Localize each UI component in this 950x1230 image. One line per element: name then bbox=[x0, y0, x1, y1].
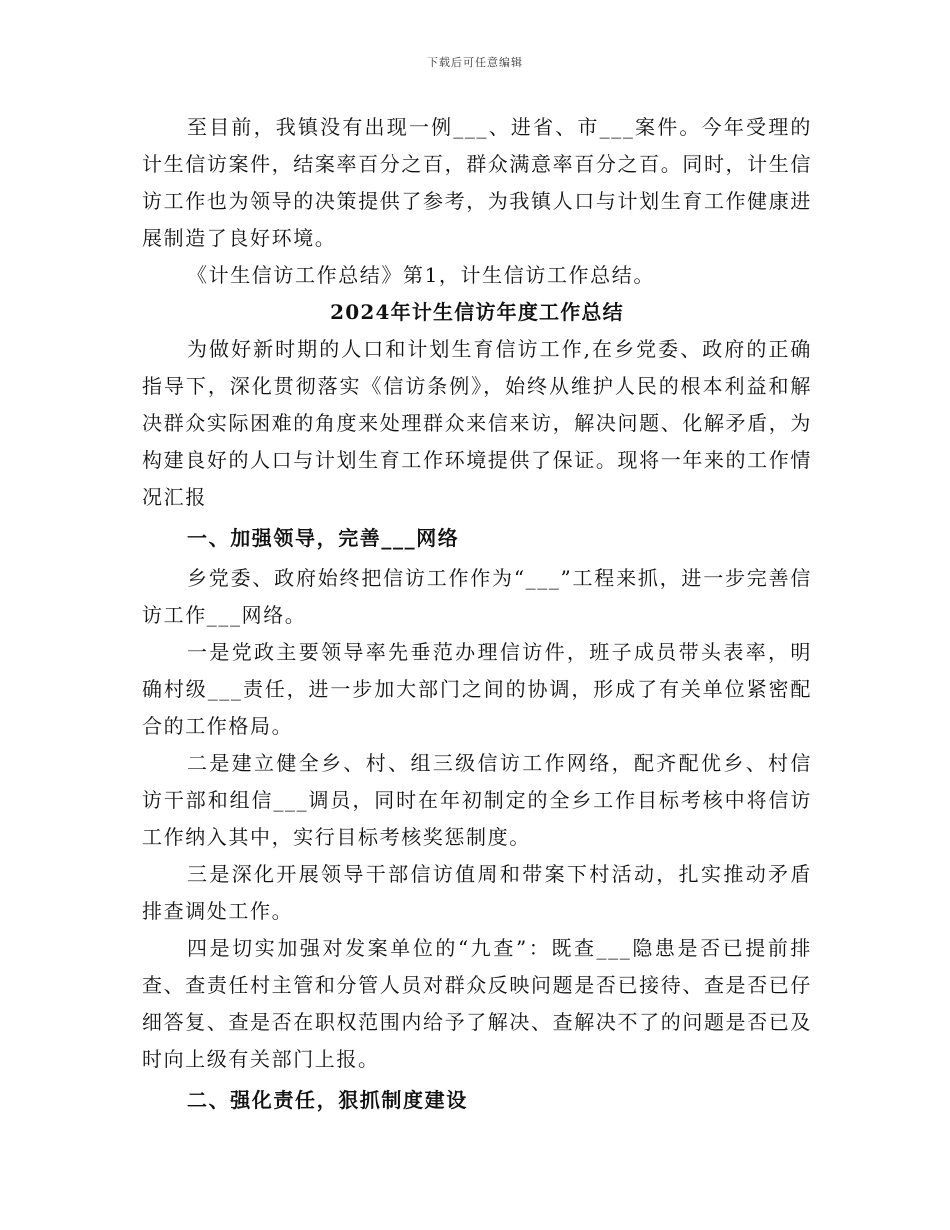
paragraph-intro: 至目前，我镇没有出现一例___、进省、市___案件。今年受理的计生信访案件，结案率百分之百，群众满意率百分之百。同时，计生信访工作也为领导的决策提供了参考，为我镇人口与计划生育工作健康进展制造了良好环境。 bbox=[142, 115, 812, 250]
section-heading-1: 一、加强领导，完善___网络 bbox=[187, 526, 460, 550]
document-title: 2024年计生信访年度工作总结 bbox=[330, 300, 624, 324]
section-heading-2: 二、强化责任，狠抓制度建设 bbox=[187, 1088, 468, 1112]
paragraph-point-1: 一是党政主要领导率先垂范办理信访件，班子成员带头表率，明确村级___责任，进一步加大部门之间的协调，形成了有关单位紧密配合的工作格局。 bbox=[142, 640, 812, 738]
page-header: 下载后可任意编辑 bbox=[427, 56, 523, 69]
paragraph-section1-intro: 乡党委、政府始终把信访工作作为“___”工程来抓，进一步完善信访工作___网络。 bbox=[142, 566, 812, 627]
paragraph-point-4: 四是切实加强对发案单位的“九查”：既查___隐患是否已提前排查、查责任村主管和分管人员对群众反映问题是否已接待、查是否已仔细答复、查是否在职权范围内给予了解决、查解决不了的问题是否已及时向上级有关部门上报。 bbox=[142, 936, 812, 1071]
paragraph-overview: 为做好新时期的人口和计划生育信访工作,在乡党委、政府的正确指导下，深化贯彻落实《信访条例》，始终从维护人民的根本利益和解决群众实际困难的角度来处理群众来信来访，解决问题、化解矛盾，为构建良好的人口与计划生育工作环境提供了保证。现将一年来的工作情况汇报 bbox=[142, 337, 812, 509]
paragraph-reference: 《计生信访工作总结》第1，计生信访工作总结。 bbox=[187, 263, 655, 287]
paragraph-point-2: 二是建立健全乡、村、组三级信访工作网络，配齐配优乡、村信访干部和组信___调员，同时在年初制定的全乡工作目标考核中将信访工作纳入其中，实行目标考核奖惩制度。 bbox=[142, 751, 812, 849]
document-body bbox=[142, 109, 812, 1122]
paragraph-point-3: 三是深化开展领导干部信访值周和带案下村活动，扎实推动矛盾排查调处工作。 bbox=[142, 862, 812, 923]
